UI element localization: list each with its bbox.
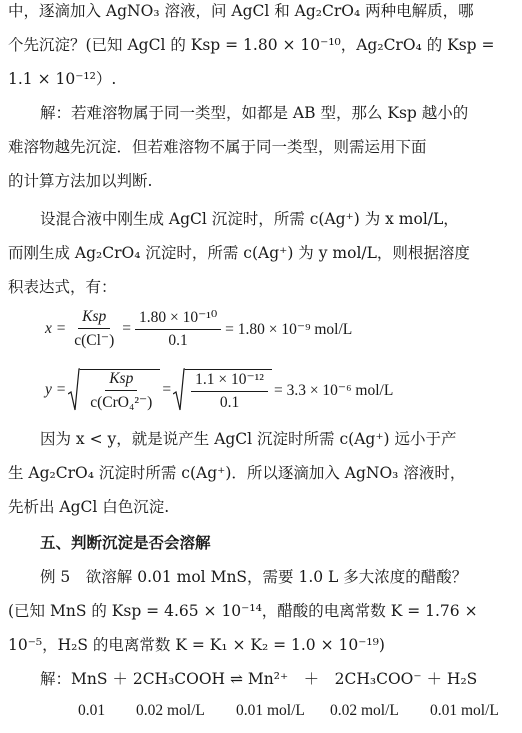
- equation-y: [45, 368, 393, 412]
- eq-x-frac2: [135, 308, 221, 350]
- eq-y-frac1: [86, 370, 156, 412]
- text-line-1: 中，逐滴加入 AgNO₃ 溶液，问 AgCl 和 Ag₂CrO₄ 两种电解质，哪: [8, 2, 474, 20]
- sqrt-sign-2: [173, 368, 272, 412]
- eq-y-frac2: [191, 370, 268, 412]
- eq-x-frac1: [70, 308, 118, 350]
- eq-x-result: = 1.80 × 10⁻⁹ mol/L: [225, 320, 353, 338]
- eq-y-result: = 3.3 × 10⁻⁶ mol/L: [273, 381, 394, 399]
- text-line-14: (已知 MnS 的 Ksp = 4.65 × 10⁻¹⁴，醋酸的电离常数 K = 1.76 ×: [8, 602, 478, 620]
- conc-acetate: 0.02 mol/L: [330, 702, 399, 719]
- eq-x-lhs: x =: [45, 320, 67, 337]
- reaction-equation: 解：MnS ＋ 2CH₃COOH ⇌ Mn²⁺ ＋ 2CH₃COO⁻ ＋ H₂S: [40, 670, 478, 688]
- eq-x-den2: 0.1: [168, 332, 188, 349]
- text-line-13: 例 5 欲溶解 0.01 mol MnS，需要 1.0 L 多大浓度的醋酸？: [40, 568, 468, 586]
- text-line-3: 1.1 × 10⁻¹²）.: [8, 70, 117, 88]
- eq-x-mid: =: [122, 320, 131, 337]
- equation-x: [45, 308, 352, 350]
- conc-acetic-acid: 0.02 mol/L: [136, 702, 205, 719]
- eq-y-den2: 0.1: [219, 393, 240, 411]
- text-line-7: 设混合液中刚生成 AgCl 沉淀时，所需 c(Ag⁺) 为 x mol/L，: [40, 210, 459, 228]
- conc-mn-ion: 0.01 mol/L: [236, 702, 305, 719]
- text-line-4: 解：若难溶物属于同一类型，如都是 AB 型，那么 Ksp 越小的: [40, 104, 469, 122]
- eq-y-mid: =: [162, 381, 172, 398]
- eq-x-num2: 1.80 × 10⁻¹⁰: [135, 308, 221, 330]
- text-line-6: 的计算方法加以判断.: [8, 172, 153, 190]
- radical-icon: [68, 368, 80, 412]
- conc-h2s: 0.01 mol/L: [430, 702, 499, 719]
- eq-x-den1: c(Cl⁻): [74, 332, 115, 349]
- text-line-9: 积表达式，有：: [8, 278, 117, 296]
- text-line-5: 难溶物越先沉淀．但若难溶物不属于同一类型，则需运用下面: [8, 138, 427, 156]
- text-line-8: 而刚生成 Ag₂CrO₄ 沉淀时，所需 c(Ag⁺) 为 y mol/L，则根据溶度: [8, 244, 470, 262]
- eq-y-den1: c(CrO₄²⁻): [90, 393, 153, 411]
- conc-mns: 0.01: [78, 702, 106, 719]
- sqrt-sign-1: [68, 368, 160, 412]
- eq-y-num1: Ksp: [105, 370, 137, 391]
- text-line-12: 先析出 AgCl 白色沉淀.: [8, 498, 170, 516]
- section-heading: 五、判断沉淀是否会溶解: [40, 533, 211, 552]
- text-line-15: 10⁻⁵，H₂S 的电离常数 K = K₁ × K₂ = 1.0 × 10⁻¹⁹): [8, 636, 385, 654]
- eq-y-lhs: y =: [45, 381, 67, 398]
- text-line-10: 因为 x < y，就是说产生 AgCl 沉淀时所需 c(Ag⁺) 远小于产: [40, 430, 457, 448]
- text-line-2: 个先沉淀？(已知 AgCl 的 Ksp = 1.80 × 10⁻¹⁰，Ag₂CrO₄ 的 Ksp =: [8, 36, 495, 54]
- eq-y-num2: 1.1 × 10⁻¹²: [191, 370, 268, 392]
- eq-x-num1: Ksp: [78, 308, 110, 329]
- radical-icon: [173, 368, 185, 412]
- text-line-11: 生 Ag₂CrO₄ 沉淀时所需 c(Ag⁺)．所以逐滴加入 AgNO₃ 溶液时，: [8, 464, 466, 482]
